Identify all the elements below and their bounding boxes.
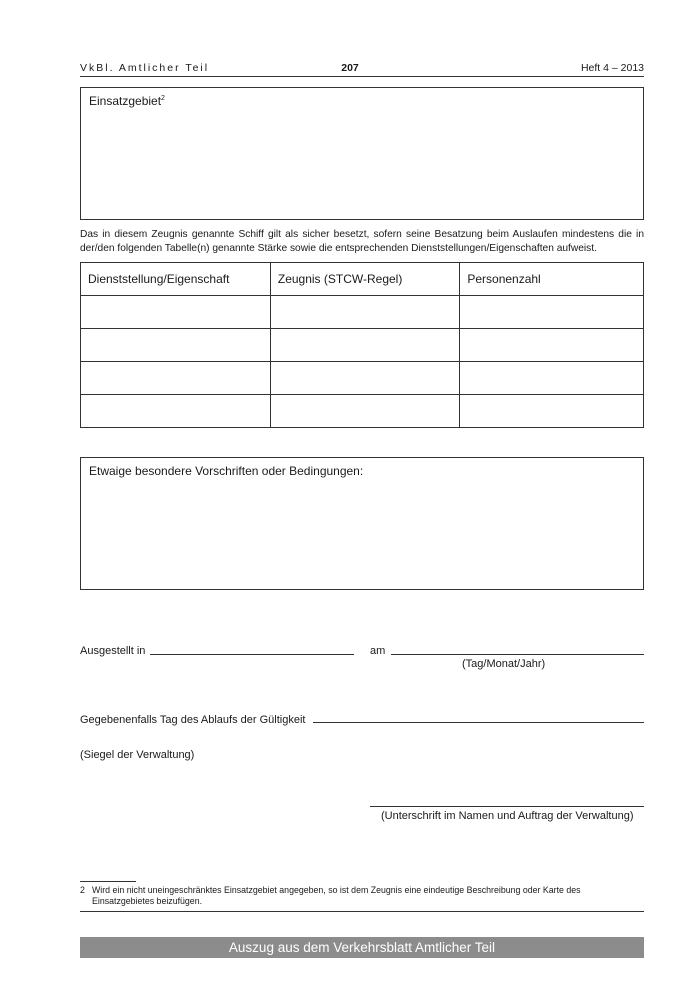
issue-date-line[interactable] xyxy=(391,654,644,655)
header-rule xyxy=(80,76,644,77)
publication-title: VkBl. Amtlicher Teil xyxy=(80,62,210,74)
footnote-rule xyxy=(80,881,136,882)
date-format-hint: (Tag/Monat/Jahr) xyxy=(462,658,546,670)
issued-on-label: am xyxy=(370,645,386,657)
area-of-operation-box[interactable] xyxy=(80,87,644,220)
expiry-date-line[interactable] xyxy=(313,722,644,723)
table-cell[interactable] xyxy=(460,395,644,428)
column-header-position: Dienststellung/Eigenschaft xyxy=(81,263,271,296)
signature-line[interactable] xyxy=(370,806,644,807)
signature-label: (Unterschrift im Namen und Auftrag der Verwaltung) xyxy=(381,810,634,822)
table-cell[interactable] xyxy=(270,296,459,329)
special-conditions-box[interactable] xyxy=(80,457,644,590)
table-row xyxy=(81,395,644,428)
table-cell[interactable] xyxy=(460,296,644,329)
column-header-certificate: Zeugnis (STCW-Regel) xyxy=(270,263,459,296)
footnote-number: 2 xyxy=(80,885,85,895)
table-cell[interactable] xyxy=(460,362,644,395)
footnote-reference: 2 xyxy=(161,95,165,102)
footnote-bottom-rule xyxy=(80,911,644,912)
table-row xyxy=(81,329,644,362)
table-header-row xyxy=(81,263,644,296)
crew-table xyxy=(80,262,644,428)
table-cell[interactable] xyxy=(270,362,459,395)
table-cell[interactable] xyxy=(270,395,459,428)
issued-in-label: Ausgestellt in xyxy=(80,645,146,657)
issue-number: Heft 4 – 2013 xyxy=(580,62,644,74)
footer-banner: Auszug aus dem Verkehrsblatt Amtlicher Teil xyxy=(80,937,644,958)
table-cell[interactable] xyxy=(270,329,459,362)
column-header-headcount: Personenzahl xyxy=(460,263,644,296)
page-number: 207 xyxy=(341,62,359,74)
table-row xyxy=(81,362,644,395)
special-conditions-label: Etwaige besondere Vorschriften oder Bedingungen: xyxy=(89,464,364,478)
issued-in-line[interactable] xyxy=(150,654,354,655)
table-row xyxy=(81,296,644,329)
area-of-operation-label: Einsatzgebiet$^2$ xyxy=(89,94,165,108)
footnote xyxy=(80,885,644,907)
table-cell[interactable] xyxy=(81,296,271,329)
seal-label: (Siegel der Verwaltung) xyxy=(80,749,195,761)
table-cell[interactable] xyxy=(81,395,271,428)
table-cell[interactable] xyxy=(460,329,644,362)
table-cell[interactable] xyxy=(81,329,271,362)
footnote-text: Wird ein nicht uneingeschränktes Einsatzgebiet angegeben, so ist dem Zeugnis eine eindeutige Beschreibung oder Karte des Einsatzgebietes beizufügen. xyxy=(92,885,581,906)
table-cell[interactable] xyxy=(81,362,271,395)
expiry-label: Gegebenenfalls Tag des Ablaufs der Gültigkeit xyxy=(80,714,306,726)
intro-paragraph: Das in diesem Zeugnis genannte Schiff gilt als sicher besetzt, sofern seine Besatzung beim Auslaufen mindestens die in der/den folgenden Tabelle(n) genannte Stärke sowie die entsprechenden Dienststellungen/Eigenschaften aufweist. xyxy=(80,229,644,254)
